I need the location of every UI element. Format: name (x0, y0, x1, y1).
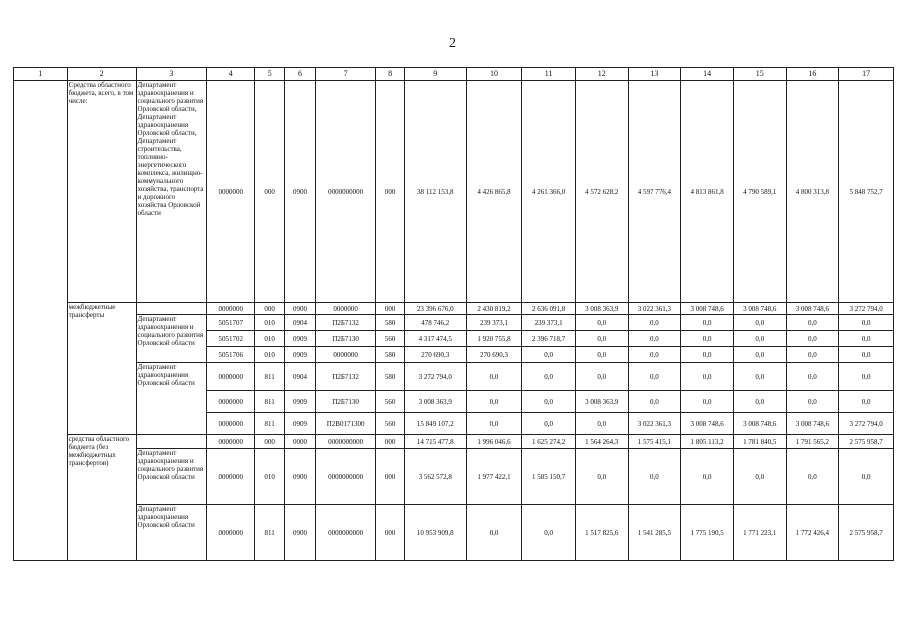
own-funds-dept1: Департамент здравоохранения и социального развития Орловской области (136, 449, 207, 505)
value-cell: 2 636 091,8 (522, 303, 576, 315)
value-cell: 010 (254, 315, 284, 331)
value-cell: 0,0 (522, 363, 576, 391)
value-cell: 0,0 (733, 391, 786, 413)
column-header: 15 (733, 68, 786, 81)
value-cell: 0,0 (575, 315, 628, 331)
value-cell: 5051706 (207, 347, 255, 363)
transfers-row (14, 315, 894, 331)
value-cell: 3 562 572,8 (404, 449, 466, 505)
value-cell: 010 (254, 347, 284, 363)
value-cell: 0000 (285, 435, 315, 449)
regional-department: Департамент здравоохранения и социального развития Орловской области, Департамент здравоохранения Орловской области, Департамент строительства, топливно-энергетического комплекса, жилищно-коммунального хозяйства, транспорта и дорожного хозяйства Орловской области (136, 81, 207, 303)
value-cell: 3 008 363,9 (575, 303, 628, 315)
value-cell: 5051702 (207, 331, 255, 347)
own-funds-row (14, 449, 894, 505)
value-cell: 1 625 274,2 (522, 435, 576, 449)
value-cell: 0,0 (786, 315, 839, 331)
value-cell: 2 396 718,7 (522, 331, 576, 347)
value-cell: 10 953 909,8 (404, 505, 466, 561)
column-header: 8 (376, 68, 404, 81)
value-cell: 580 (376, 347, 404, 363)
budget-table (13, 67, 894, 561)
value-cell: 0,0 (522, 347, 576, 363)
value-cell: 3 008 748,6 (733, 303, 786, 315)
value-cell: 0,0 (786, 363, 839, 391)
value-cell: 0909 (285, 347, 315, 363)
transfers-dept1: Департамент здравоохранения и социального развития Орловской области (136, 315, 207, 363)
value-cell: 1 575 415,1 (628, 435, 681, 449)
value-cell: 3 008 748,6 (681, 413, 734, 435)
column-header: 11 (522, 68, 576, 81)
page-number: 2 (449, 36, 456, 51)
column-header: 4 (207, 68, 255, 81)
value-cell: 0904 (285, 363, 315, 391)
value-cell: 1 791 565,2 (786, 435, 839, 449)
value-cell: 0000000 (207, 413, 255, 435)
own-funds-row (14, 505, 894, 561)
value-cell: 0,0 (575, 413, 628, 435)
value-cell: 560 (376, 413, 404, 435)
value-cell: 0,0 (786, 347, 839, 363)
regional-title: Средства областного бюджета, всего, в том числе: (67, 81, 136, 303)
column-header: 5 (254, 68, 284, 81)
value-cell: 5 848 752,7 (839, 81, 894, 303)
value-cell: П2Б7132 (315, 363, 376, 391)
value-cell: 0000000 (207, 435, 255, 449)
column-header: 14 (681, 68, 734, 81)
value-cell: 2 430 819,2 (466, 303, 522, 315)
value-cell: 4 800 313,8 (786, 81, 839, 303)
value-cell: 0,0 (575, 331, 628, 347)
value-cell: 0000000 (207, 505, 255, 561)
value-cell: 000 (376, 303, 404, 315)
value-cell: 0,0 (466, 413, 522, 435)
value-cell: 0000000 (207, 81, 255, 303)
value-cell: 0,0 (466, 363, 522, 391)
value-cell: 0,0 (681, 331, 734, 347)
value-cell: 0,0 (733, 331, 786, 347)
column-header: 2 (67, 68, 136, 81)
value-cell: 0909 (285, 413, 315, 435)
value-cell: 000 (254, 303, 284, 315)
value-cell: 0,0 (681, 315, 734, 331)
value-cell: П2Б7132 (315, 315, 376, 331)
value-cell: 270 690,3 (466, 347, 522, 363)
value-cell: 000 (254, 81, 284, 303)
value-cell: 4 261 366,0 (522, 81, 576, 303)
value-cell: 0,0 (733, 347, 786, 363)
value-cell: 0000000000 (315, 435, 376, 449)
value-cell: 270 690,3 (404, 347, 466, 363)
value-cell: 0000000 (315, 347, 376, 363)
value-cell: 000 (376, 449, 404, 505)
value-cell: 0,0 (681, 449, 734, 505)
transfers-row (14, 303, 894, 315)
value-cell: 3 008 363,9 (404, 391, 466, 413)
value-cell: 0909 (285, 331, 315, 347)
column-header: 10 (466, 68, 522, 81)
column-header: 3 (136, 68, 207, 81)
value-cell: 0000000000 (315, 81, 376, 303)
value-cell: 3 008 748,6 (786, 303, 839, 315)
value-cell: 0,0 (786, 331, 839, 347)
value-cell: 3 008 363,9 (575, 391, 628, 413)
value-cell: 0,0 (522, 505, 576, 561)
value-cell: 0,0 (628, 347, 681, 363)
value-cell: П2В0171300 (315, 413, 376, 435)
value-cell: 000 (376, 435, 404, 449)
value-cell: 0,0 (839, 347, 894, 363)
value-cell: 1 920 755,8 (466, 331, 522, 347)
value-cell: 2 575 958,7 (839, 505, 894, 561)
value-cell: 0,0 (733, 449, 786, 505)
value-cell: 0,0 (733, 315, 786, 331)
value-cell: 0,0 (522, 413, 576, 435)
value-cell: 3 008 748,6 (786, 413, 839, 435)
value-cell: 1 517 825,6 (575, 505, 628, 561)
table-cell (136, 435, 207, 449)
value-cell: 1 805 113,2 (681, 435, 734, 449)
value-cell: 1 977 422,1 (466, 449, 522, 505)
value-cell: 0900 (285, 303, 315, 315)
value-cell: 4 597 776,4 (628, 81, 681, 303)
value-cell: 0,0 (839, 331, 894, 347)
transfers-title: межбюджетные трансферты (67, 303, 136, 435)
own-funds-title: средства областного бюджета (без межбюджетных трансфертов) (67, 435, 136, 561)
value-cell: 0,0 (839, 315, 894, 331)
value-cell: 560 (376, 391, 404, 413)
value-cell: 38 112 153,8 (404, 81, 466, 303)
value-cell: 0,0 (575, 363, 628, 391)
own-funds-row (14, 435, 894, 449)
value-cell: 15 849 107,2 (404, 413, 466, 435)
value-cell: 4 790 589,1 (733, 81, 786, 303)
value-cell: 1 772 426,4 (786, 505, 839, 561)
value-cell: 4 317 474,5 (404, 331, 466, 347)
value-cell: 580 (376, 315, 404, 331)
value-cell: 0,0 (628, 331, 681, 347)
value-cell: 0000000 (207, 303, 255, 315)
value-cell: 0000000000 (315, 505, 376, 561)
value-cell: 0,0 (681, 391, 734, 413)
value-cell: 2 575 958,7 (839, 435, 894, 449)
header-row (14, 68, 894, 81)
value-cell: 4 572 628,2 (575, 81, 628, 303)
value-cell: П2Б7130 (315, 391, 376, 413)
value-cell: 0,0 (466, 391, 522, 413)
value-cell: 0,0 (466, 505, 522, 561)
value-cell: 1 771 223,1 (733, 505, 786, 561)
value-cell: 0900 (285, 505, 315, 561)
value-cell: 811 (254, 391, 284, 413)
value-cell: 1 781 840,5 (733, 435, 786, 449)
regional-row (14, 81, 894, 303)
value-cell: 3 272 794,0 (839, 413, 894, 435)
value-cell: 0,0 (628, 449, 681, 505)
value-cell: 1 564 264,3 (575, 435, 628, 449)
value-cell: 14 715 477,8 (404, 435, 466, 449)
column-header: 7 (315, 68, 376, 81)
column-header: 17 (839, 68, 894, 81)
value-cell: 811 (254, 413, 284, 435)
value-cell: 811 (254, 363, 284, 391)
value-cell: 0,0 (839, 391, 894, 413)
value-cell: 3 272 794,0 (404, 363, 466, 391)
value-cell: 1 775 190,5 (681, 505, 734, 561)
value-cell: 0,0 (786, 449, 839, 505)
value-cell: 3 022 361,3 (628, 303, 681, 315)
column-header: 9 (404, 68, 466, 81)
value-cell: 010 (254, 331, 284, 347)
value-cell: П2Б7130 (315, 331, 376, 347)
value-cell: 000 (254, 435, 284, 449)
value-cell: 0,0 (839, 363, 894, 391)
value-cell: 239 373,1 (466, 315, 522, 331)
value-cell: 0000000 (207, 363, 255, 391)
value-cell: 1 541 285,5 (628, 505, 681, 561)
value-cell: 0,0 (628, 391, 681, 413)
value-cell: 0,0 (628, 315, 681, 331)
own-funds-dept2: Департамент здравоохранения Орловской области (136, 505, 207, 561)
value-cell: 1 996 046,6 (466, 435, 522, 449)
column-header: 12 (575, 68, 628, 81)
value-cell: 3 008 748,6 (733, 413, 786, 435)
value-cell: 0,0 (681, 347, 734, 363)
value-cell: 000 (376, 81, 404, 303)
column-header: 1 (14, 68, 68, 81)
value-cell: 0000000 (207, 391, 255, 413)
value-cell: 000 (376, 505, 404, 561)
value-cell: 4 813 861,8 (681, 81, 734, 303)
value-cell: 0900 (285, 449, 315, 505)
column-header: 16 (786, 68, 839, 81)
column-1-cell (14, 81, 68, 561)
value-cell: 0900 (285, 81, 315, 303)
value-cell: 1 585 150,7 (522, 449, 576, 505)
column-header: 6 (285, 68, 315, 81)
table-cell (136, 303, 207, 315)
value-cell: 0,0 (628, 363, 681, 391)
value-cell: 0,0 (786, 391, 839, 413)
value-cell: 010 (254, 449, 284, 505)
value-cell: 0,0 (575, 347, 628, 363)
value-cell: 3 272 794,0 (839, 303, 894, 315)
value-cell: 0,0 (522, 391, 576, 413)
value-cell: 3 022 361,3 (628, 413, 681, 435)
transfers-dept2: Департамент здравоохранения Орловской области (136, 363, 207, 435)
value-cell: 0909 (285, 391, 315, 413)
value-cell: 5051707 (207, 315, 255, 331)
value-cell: 0000000000 (315, 449, 376, 505)
value-cell: 478 746,2 (404, 315, 466, 331)
value-cell: 3 008 748,6 (681, 303, 734, 315)
value-cell: 0904 (285, 315, 315, 331)
value-cell: 0,0 (681, 363, 734, 391)
value-cell: 580 (376, 363, 404, 391)
transfers-row (14, 363, 894, 391)
value-cell: 560 (376, 331, 404, 347)
value-cell: 0,0 (575, 449, 628, 505)
value-cell: 811 (254, 505, 284, 561)
value-cell: 239 373,1 (522, 315, 576, 331)
value-cell: 0000000 (315, 303, 376, 315)
value-cell: 0000000 (207, 449, 255, 505)
value-cell: 0,0 (839, 449, 894, 505)
value-cell: 4 426 865,8 (466, 81, 522, 303)
value-cell: 23 396 676,0 (404, 303, 466, 315)
value-cell: 0,0 (733, 363, 786, 391)
column-header: 13 (628, 68, 681, 81)
